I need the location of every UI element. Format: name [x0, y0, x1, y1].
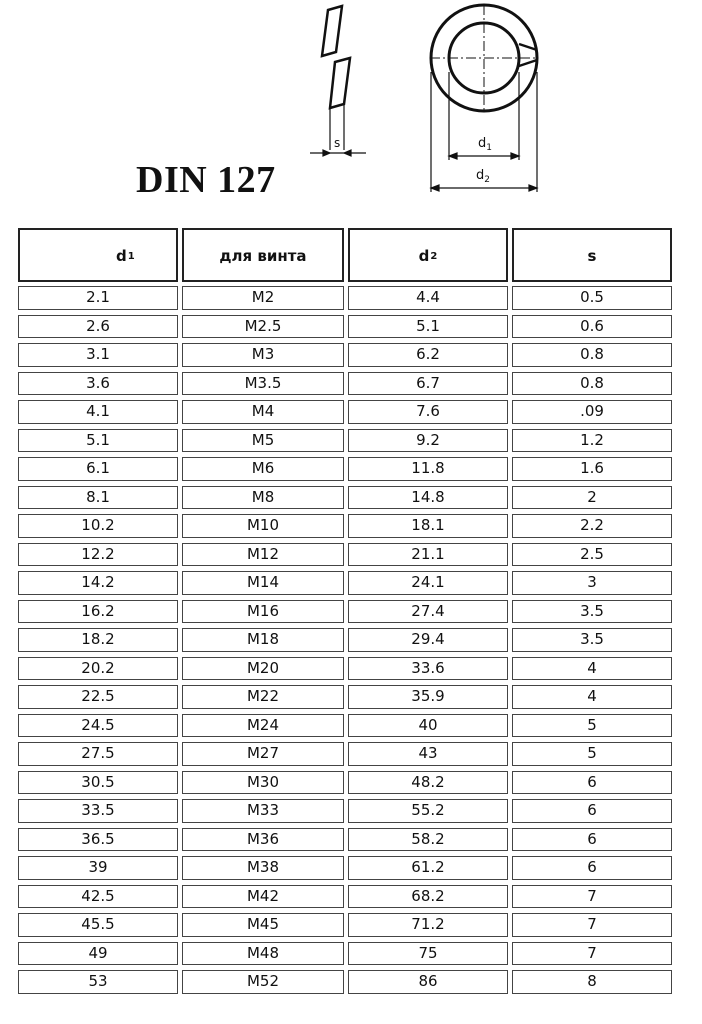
header-d2: d 2	[348, 228, 508, 282]
cell-s: 6	[512, 856, 672, 880]
table-row	[18, 543, 672, 567]
table-row	[18, 685, 672, 709]
cell-d2: 14.8	[348, 486, 508, 510]
cell-d1: 2.6	[18, 315, 178, 339]
cell-screw-size: M24	[182, 714, 344, 738]
cell-d1: 2.1	[18, 286, 178, 310]
cell-d1: 53	[18, 970, 178, 994]
cell-d1: 30.5	[18, 771, 178, 795]
table-row	[18, 970, 672, 994]
cell-d2: 9.2	[348, 429, 508, 453]
cell-d2: 43	[348, 742, 508, 766]
table-row	[18, 742, 672, 766]
table-body	[18, 286, 672, 994]
table-row	[18, 657, 672, 681]
table-row	[18, 400, 672, 424]
cell-d1: 45.5	[18, 913, 178, 937]
cell-screw-size: M5	[182, 429, 344, 453]
cell-s: 3	[512, 571, 672, 595]
cell-s: 2	[512, 486, 672, 510]
cell-s: 8	[512, 970, 672, 994]
washer-front-view	[430, 5, 538, 192]
table-row	[18, 429, 672, 453]
cell-d2: 5.1	[348, 315, 508, 339]
cell-screw-size: M48	[182, 942, 344, 966]
d1-dimension	[449, 153, 519, 159]
cell-d1: 6.1	[18, 457, 178, 481]
cell-d1: 18.2	[18, 628, 178, 652]
cell-d2: 58.2	[348, 828, 508, 852]
cell-s: 4	[512, 685, 672, 709]
cell-d2: 75	[348, 942, 508, 966]
cell-s: .09	[512, 400, 672, 424]
cell-d1: 49	[18, 942, 178, 966]
cell-d2: 7.6	[348, 400, 508, 424]
cell-s: 0.8	[512, 372, 672, 396]
cell-d2: 29.4	[348, 628, 508, 652]
washer-side-view	[322, 6, 350, 150]
table-row	[18, 799, 672, 823]
cell-d1: 5.1	[18, 429, 178, 453]
cell-screw-size: M33	[182, 799, 344, 823]
cell-s: 3.5	[512, 600, 672, 624]
cell-screw-size: M12	[182, 543, 344, 567]
table-row	[18, 457, 672, 481]
cell-d1: 39	[18, 856, 178, 880]
cell-d2: 21.1	[348, 543, 508, 567]
cell-screw-size: M30	[182, 771, 344, 795]
table-row	[18, 913, 672, 937]
cell-d2: 55.2	[348, 799, 508, 823]
cell-screw-size: M2.5	[182, 315, 344, 339]
table-row	[18, 372, 672, 396]
cell-s: 7	[512, 885, 672, 909]
table-row	[18, 343, 672, 367]
cell-d1: 33.5	[18, 799, 178, 823]
table-row	[18, 514, 672, 538]
cell-d2: 24.1	[348, 571, 508, 595]
cell-screw-size: M27	[182, 742, 344, 766]
table-row	[18, 942, 672, 966]
table-row	[18, 856, 672, 880]
table-row	[18, 571, 672, 595]
cell-screw-size: M3	[182, 343, 344, 367]
table-row	[18, 315, 672, 339]
cell-s: 7	[512, 942, 672, 966]
cell-screw-size: M3.5	[182, 372, 344, 396]
cell-d2: 33.6	[348, 657, 508, 681]
cell-s: 5	[512, 742, 672, 766]
header-s: s	[512, 228, 672, 282]
cell-d1: 24.5	[18, 714, 178, 738]
cell-screw-size: M14	[182, 571, 344, 595]
table-row	[18, 885, 672, 909]
table-row	[18, 486, 672, 510]
cell-s: 6	[512, 828, 672, 852]
cell-screw-size: M18	[182, 628, 344, 652]
cell-screw-size: M2	[182, 286, 344, 310]
cell-screw-size: M6	[182, 457, 344, 481]
cell-s: 6	[512, 771, 672, 795]
cell-d1: 42.5	[18, 885, 178, 909]
cell-s: 4	[512, 657, 672, 681]
d1-label: $d_1$	[478, 136, 492, 153]
cell-d1: 8.1	[18, 486, 178, 510]
s-label: s	[334, 136, 341, 150]
cell-s: 5	[512, 714, 672, 738]
cell-s: 2.5	[512, 543, 672, 567]
cell-d2: 18.1	[348, 514, 508, 538]
cell-screw-size: M36	[182, 828, 344, 852]
cell-screw-size: M42	[182, 885, 344, 909]
cell-s: 0.6	[512, 315, 672, 339]
cell-s: 3.5	[512, 628, 672, 652]
cell-screw-size: M4	[182, 400, 344, 424]
cell-screw-size: M16	[182, 600, 344, 624]
table-row	[18, 600, 672, 624]
cell-screw-size: M38	[182, 856, 344, 880]
cell-d1: 12.2	[18, 543, 178, 567]
cell-d2: 6.2	[348, 343, 508, 367]
d2-label: $d_2$	[476, 168, 490, 185]
table-row	[18, 286, 672, 310]
cell-screw-size: M10	[182, 514, 344, 538]
cell-d1: 16.2	[18, 600, 178, 624]
table-row	[18, 714, 672, 738]
cell-d1: 14.2	[18, 571, 178, 595]
cell-d2: 35.9	[348, 685, 508, 709]
header-screw-size: для винта	[182, 228, 344, 282]
washer-dimensions-table	[18, 228, 672, 999]
cell-s: 6	[512, 799, 672, 823]
cell-d2: 6.7	[348, 372, 508, 396]
cell-d2: 4.4	[348, 286, 508, 310]
standard-title: DIN 127	[136, 159, 276, 201]
cell-d1: 3.1	[18, 343, 178, 367]
d2-dimension	[431, 185, 537, 191]
cell-d2: 40	[348, 714, 508, 738]
cell-d2: 86	[348, 970, 508, 994]
cell-s: 7	[512, 913, 672, 937]
cell-s: 0.8	[512, 343, 672, 367]
header-d1: d 1	[18, 228, 178, 282]
cell-s: 1.6	[512, 457, 672, 481]
cell-screw-size: M20	[182, 657, 344, 681]
cell-d1: 22.5	[18, 685, 178, 709]
table-header-row	[18, 228, 672, 282]
cell-d1: 3.6	[18, 372, 178, 396]
cell-d1: 20.2	[18, 657, 178, 681]
cell-screw-size: M22	[182, 685, 344, 709]
cell-d1: 27.5	[18, 742, 178, 766]
cell-d2: 27.4	[348, 600, 508, 624]
table-row	[18, 628, 672, 652]
cell-d2: 61.2	[348, 856, 508, 880]
cell-d2: 71.2	[348, 913, 508, 937]
cell-d1: 36.5	[18, 828, 178, 852]
cell-d2: 11.8	[348, 457, 508, 481]
cell-s: 2.2	[512, 514, 672, 538]
table-row	[18, 828, 672, 852]
cell-d2: 68.2	[348, 885, 508, 909]
cell-s: 1.2	[512, 429, 672, 453]
s-dimension	[310, 150, 366, 156]
cell-d1: 4.1	[18, 400, 178, 424]
cell-d1: 10.2	[18, 514, 178, 538]
cell-d2: 48.2	[348, 771, 508, 795]
cell-screw-size: M8	[182, 486, 344, 510]
cell-screw-size: M52	[182, 970, 344, 994]
washer-drawing	[0, 0, 702, 215]
table-row	[18, 771, 672, 795]
cell-screw-size: M45	[182, 913, 344, 937]
cell-s: 0.5	[512, 286, 672, 310]
